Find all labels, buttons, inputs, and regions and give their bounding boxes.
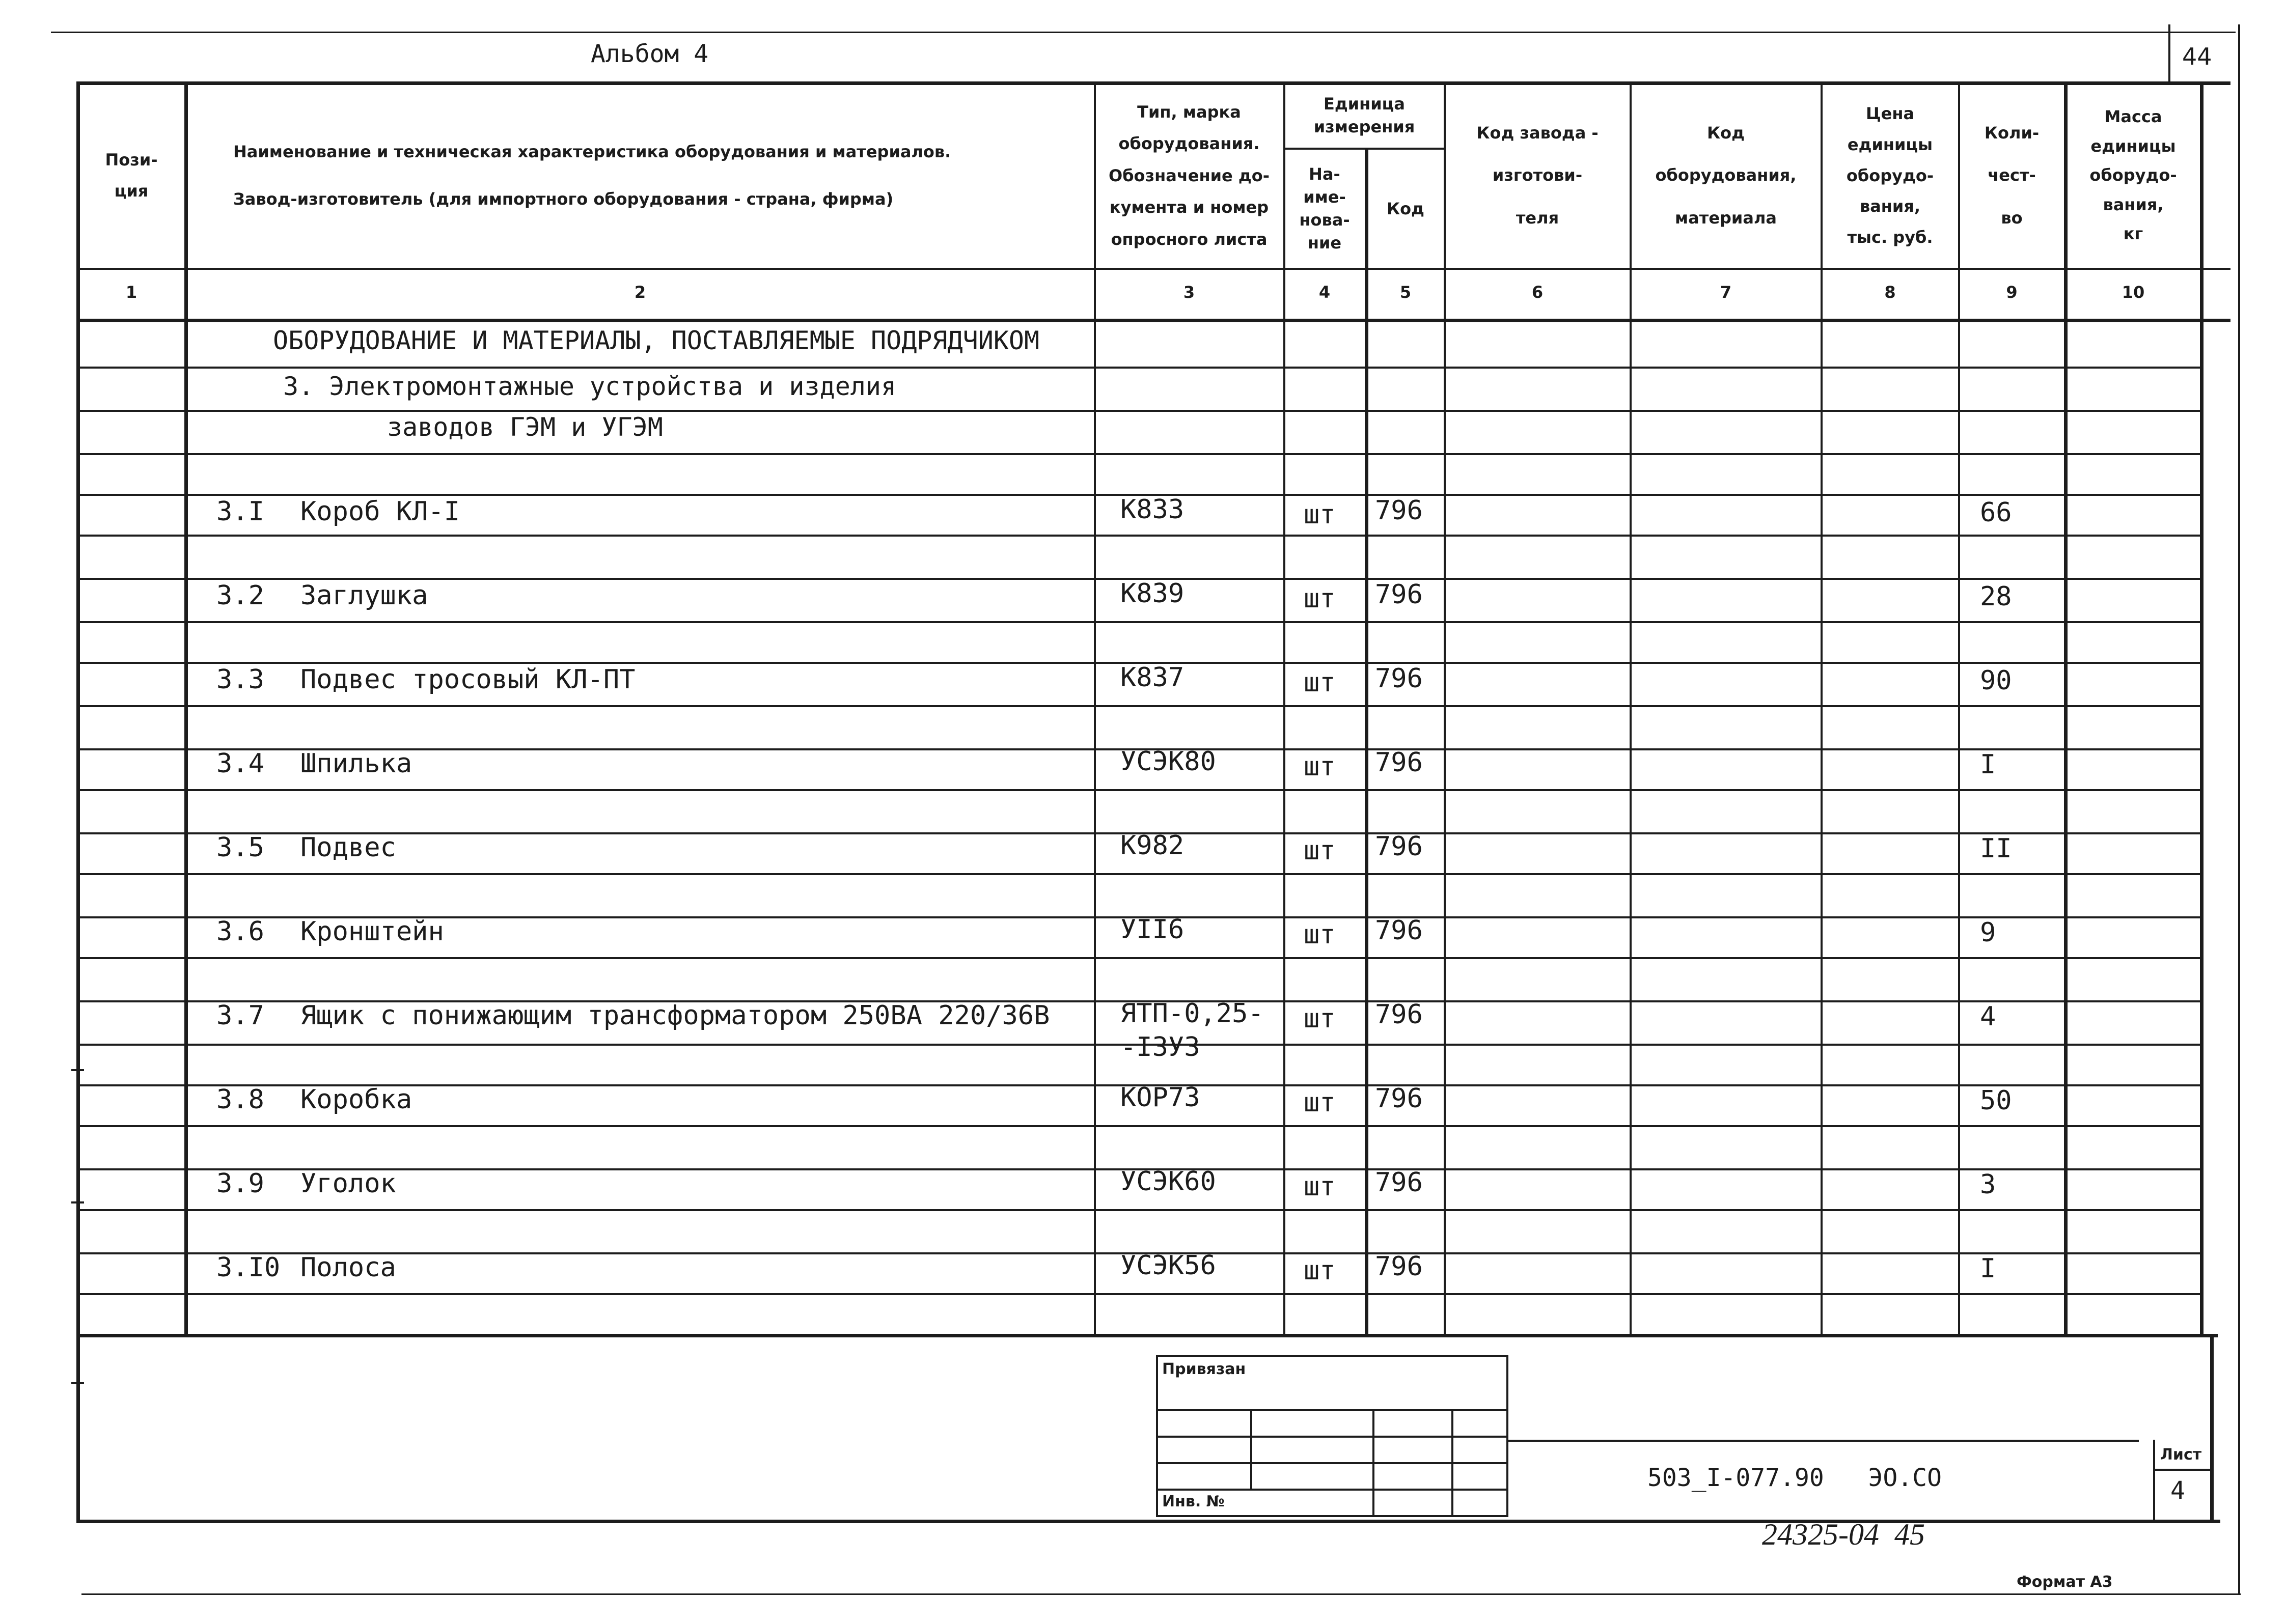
top-rule bbox=[51, 32, 2236, 33]
item-unit-code: 796 bbox=[1375, 831, 1423, 862]
col-line-8 bbox=[1958, 81, 1960, 1335]
item-quantity: 66 bbox=[1980, 497, 2012, 528]
margin-tick bbox=[71, 1069, 84, 1071]
item-unit: шт bbox=[1304, 1171, 1336, 1202]
stamp-vline bbox=[1451, 1409, 1453, 1517]
col-num-8: 8 bbox=[1884, 283, 1896, 302]
item-type: УСЭК56 bbox=[1120, 1250, 1216, 1281]
col-line-5 bbox=[1444, 81, 1446, 1335]
row-divider bbox=[76, 1209, 2201, 1211]
row-divider bbox=[76, 957, 2201, 959]
col-header-unit-code: Код bbox=[1387, 199, 1424, 218]
col-line-1 bbox=[184, 81, 188, 1335]
col-num-2: 2 bbox=[634, 283, 646, 302]
col-num-1: 1 bbox=[125, 283, 137, 302]
item-unit-code: 796 bbox=[1375, 495, 1423, 526]
item-type: К982 bbox=[1120, 830, 1185, 861]
item-name: Шпилька bbox=[300, 748, 412, 779]
col-num-7: 7 bbox=[1720, 283, 1732, 302]
row-divider bbox=[76, 367, 2201, 369]
col-num-6: 6 bbox=[1531, 283, 1544, 302]
item-unit: шт bbox=[1304, 1003, 1336, 1034]
item-type: К839 bbox=[1120, 578, 1185, 609]
col-num-10: 10 bbox=[2122, 283, 2145, 302]
col-line-2 bbox=[1094, 81, 1096, 1335]
album-label: Альбом 4 bbox=[591, 40, 709, 68]
item-quantity: II bbox=[1980, 833, 2012, 864]
col-num-9: 9 bbox=[2006, 283, 2018, 302]
item-unit-code: 796 bbox=[1375, 1251, 1423, 1282]
col-num-3: 3 bbox=[1183, 283, 1195, 302]
header-bottom-border bbox=[76, 268, 2230, 270]
item-quantity: 50 bbox=[1980, 1085, 2012, 1116]
col-header-name: Наименование и техническая характеристика оборудования и материалов. Завод-изготовитель (для импортного оборудования - страна, фирма) bbox=[233, 142, 951, 209]
item-name: Коробка bbox=[300, 1084, 412, 1115]
col-line-7 bbox=[1821, 81, 1823, 1335]
item-unit-code: 796 bbox=[1375, 747, 1423, 778]
col-num-4: 4 bbox=[1318, 283, 1331, 302]
col-line-10 bbox=[2200, 81, 2204, 1335]
page-bottom-rule bbox=[81, 1593, 2241, 1595]
item-type: УСЭК60 bbox=[1120, 1166, 1216, 1197]
item-unit: шт bbox=[1304, 1255, 1336, 1286]
item-unit-code: 796 bbox=[1375, 1167, 1423, 1198]
privyazan-label: Привязан bbox=[1162, 1360, 1246, 1378]
col-header-quantity: Коли- чест- во bbox=[1984, 123, 2040, 228]
item-type: КОР73 bbox=[1120, 1082, 1200, 1113]
item-name: Заглушка bbox=[300, 580, 428, 611]
item-name: Ящик с понижающим трансформатором 250ВА 220/36В bbox=[300, 1000, 1050, 1031]
item-position: 3.I bbox=[216, 496, 264, 527]
col-header-type: Тип, марка оборудования. Обозначение до- кумента и номер опросного листа bbox=[1109, 102, 1270, 249]
item-name: Полоса bbox=[300, 1252, 396, 1283]
col-header-price: Цена единицы оборудо- вания, тыс. руб. bbox=[1846, 104, 1934, 247]
item-position: 3.9 bbox=[216, 1168, 264, 1199]
item-unit-code: 796 bbox=[1375, 999, 1423, 1030]
item-type: К837 bbox=[1120, 662, 1185, 693]
item-position: 3.I0 bbox=[216, 1252, 281, 1283]
item-unit: шт bbox=[1304, 667, 1336, 698]
format-label: Формат А3 bbox=[2017, 1573, 2113, 1591]
item-type: ЯТП-0,25- bbox=[1120, 998, 1264, 1029]
item-unit: шт bbox=[1304, 583, 1336, 614]
item-position: 3.5 bbox=[216, 832, 264, 863]
item-unit-code: 796 bbox=[1375, 579, 1423, 610]
item-position: 3.3 bbox=[216, 664, 264, 695]
item-name: Короб КЛ-I bbox=[300, 496, 460, 527]
item-quantity: 3 bbox=[1980, 1169, 1996, 1200]
row-divider bbox=[76, 873, 2201, 875]
item-unit-code: 796 bbox=[1375, 915, 1423, 946]
item-unit: шт bbox=[1304, 499, 1336, 530]
item-position: 3.7 bbox=[216, 1000, 264, 1031]
item-quantity: I bbox=[1980, 749, 1996, 780]
row-divider bbox=[76, 535, 2201, 537]
document-designation: 503_I-077.90 ЭО.СО bbox=[1647, 1464, 1942, 1492]
item-type: К833 bbox=[1120, 494, 1185, 525]
inv-number-label: Инв. № bbox=[1162, 1493, 1225, 1510]
col-header-equipment-code: Код оборудования, материала bbox=[1655, 123, 1797, 228]
col-header-unit-name: На- име- нова- ние bbox=[1299, 164, 1350, 253]
col-num-5: 5 bbox=[1399, 283, 1412, 302]
stamp-line bbox=[1156, 1489, 1508, 1491]
stamp-vline bbox=[1372, 1409, 1374, 1517]
designation-top-line bbox=[1507, 1440, 2139, 1442]
section-title: ОБОРУДОВАНИЕ И МАТЕРИАЛЫ, ПОСТАВЛЯЕМЫЕ ПОДРЯДЧИКОМ bbox=[273, 326, 1040, 355]
item-unit-code: 796 bbox=[1375, 1083, 1423, 1114]
sheet-number: 4 bbox=[2170, 1476, 2185, 1505]
item-position: 3.4 bbox=[216, 748, 264, 779]
item-name: Подвес тросовый КЛ-ПТ bbox=[300, 664, 636, 695]
col-header-mass: Масса единицы оборудо- вания, кг bbox=[2089, 107, 2177, 244]
sheet-label: Лист bbox=[2160, 1446, 2202, 1464]
handwritten-number: 24325-04 45 bbox=[1762, 1518, 1925, 1551]
item-position: 3.2 bbox=[216, 580, 264, 611]
section-subtitle-2: заводов ГЭМ и УГЭМ bbox=[387, 412, 663, 442]
item-unit: шт bbox=[1304, 1087, 1336, 1118]
row-divider bbox=[76, 453, 2201, 455]
row-divider bbox=[76, 410, 2201, 412]
item-quantity: 90 bbox=[1980, 665, 2012, 696]
row-divider bbox=[76, 1293, 2201, 1295]
col-line-3 bbox=[1283, 81, 1285, 1335]
item-type-continued: -I3У3 bbox=[1120, 1032, 1200, 1062]
row-divider bbox=[76, 621, 2201, 623]
row-divider bbox=[76, 705, 2201, 707]
item-position: 3.8 bbox=[216, 1084, 264, 1115]
row-divider bbox=[76, 789, 2201, 791]
item-unit: шт bbox=[1304, 835, 1336, 866]
page-right-rule bbox=[2238, 24, 2240, 1595]
col-header-unit-group: Единица измерения bbox=[1313, 94, 1415, 136]
item-name: Кронштейн bbox=[300, 916, 444, 947]
item-type: УСЭК80 bbox=[1120, 746, 1216, 777]
item-position: 3.6 bbox=[216, 916, 264, 947]
page-number: 44 bbox=[2182, 43, 2212, 70]
row-divider bbox=[76, 1125, 2201, 1127]
stamp-vline bbox=[1250, 1409, 1252, 1491]
item-quantity: 4 bbox=[1980, 1001, 1996, 1032]
margin-tick bbox=[71, 1201, 84, 1203]
col-header-maker-code: Код завода - изготови- теля bbox=[1476, 123, 1599, 228]
item-quantity: I bbox=[1980, 1253, 1996, 1284]
item-unit: шт bbox=[1304, 919, 1336, 950]
item-unit-code: 796 bbox=[1375, 663, 1423, 694]
item-quantity: 28 bbox=[1980, 581, 2012, 612]
margin-tick bbox=[71, 1382, 84, 1384]
col-line-6 bbox=[1630, 81, 1632, 1335]
page-number-divider bbox=[2168, 24, 2170, 81]
table-bottom-border bbox=[76, 1334, 2218, 1337]
col-header-position: Пози- ция bbox=[105, 150, 158, 201]
item-name: Подвес bbox=[300, 832, 396, 863]
sheet-divider bbox=[2153, 1469, 2212, 1471]
section-subtitle-1: 3. Электромонтажные устройства и изделия bbox=[283, 372, 897, 401]
stamp-line bbox=[1156, 1462, 1508, 1464]
item-name: Уголок bbox=[300, 1168, 396, 1199]
unit-group-divider bbox=[1283, 148, 1444, 150]
item-quantity: 9 bbox=[1980, 917, 1996, 948]
item-unit: шт bbox=[1304, 751, 1336, 782]
stamp-line bbox=[1156, 1436, 1508, 1438]
colnum-bottom-border bbox=[76, 319, 2230, 322]
col-line-9 bbox=[2064, 81, 2068, 1335]
col-line-4 bbox=[1365, 148, 1368, 1335]
item-type: УII6 bbox=[1120, 914, 1185, 945]
stamp-line bbox=[1156, 1409, 1508, 1411]
